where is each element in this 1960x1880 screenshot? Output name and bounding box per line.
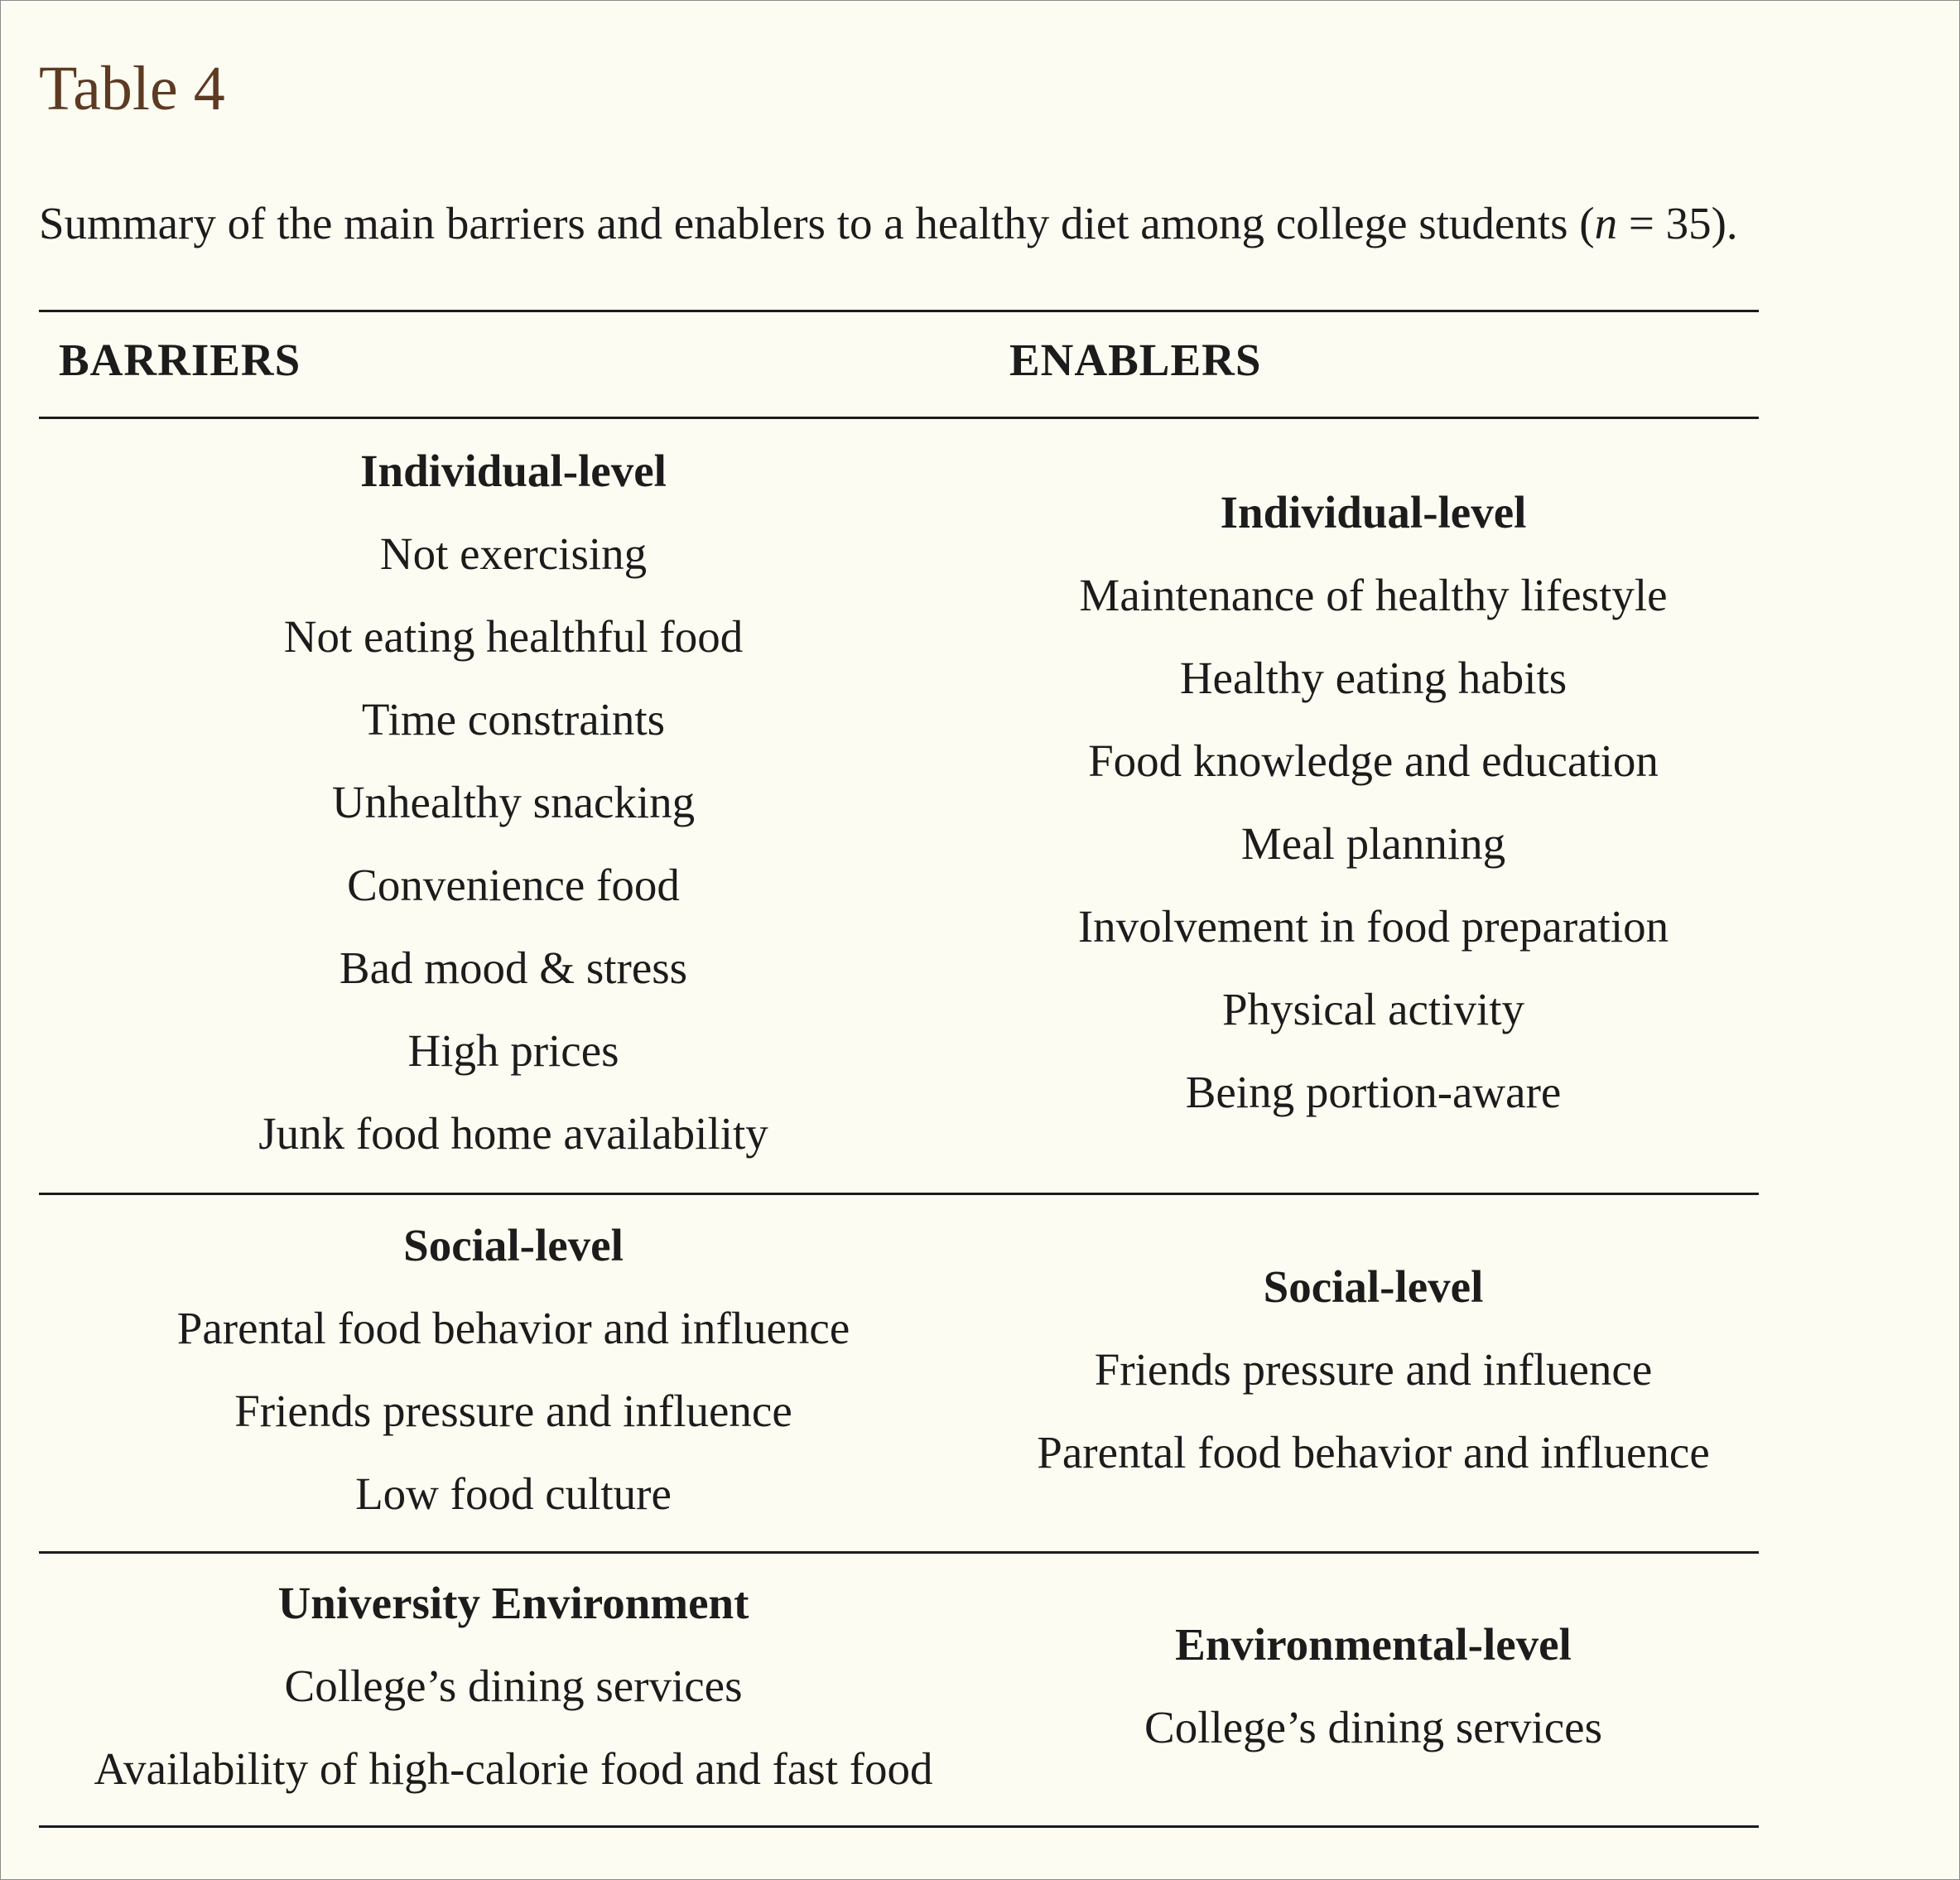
list-item: High prices (407, 1025, 619, 1076)
table-caption (39, 195, 1738, 253)
table-top-rule (39, 310, 1759, 312)
table-bottom-rule (39, 1825, 1759, 1828)
list-item: Unhealthy snacking (331, 777, 696, 827)
barriers-column-header: BARRIERS (59, 335, 301, 385)
list-item: Being portion-aware (1185, 1067, 1562, 1117)
barriers-environment-heading: University Environment (277, 1578, 749, 1628)
list-item: Meal planning (1240, 818, 1506, 869)
enablers-social-cell (988, 1204, 1759, 1535)
list-item: Physical activity (1221, 984, 1525, 1034)
list-item: Time constraints (361, 694, 666, 745)
list-item: Maintenance of healthy lifestyle (1079, 570, 1668, 620)
enablers-individual-heading: Individual-level (1220, 487, 1527, 537)
list-item: Not exercising (379, 528, 648, 579)
list-item: Healthy eating habits (1179, 653, 1568, 703)
list-item: Food knowledge and education (1088, 735, 1659, 786)
list-item: Low food culture (355, 1468, 672, 1519)
caption-prefix: Summary of the main barriers and enablers to a healthy diet among college students ( (39, 198, 1595, 248)
section-rule (39, 1551, 1759, 1554)
list-item: Convenience food (347, 860, 680, 910)
list-item: Parental food behavior and influence (176, 1303, 850, 1353)
barriers-environment-cell (39, 1562, 988, 1810)
barriers-social-cell (39, 1204, 988, 1535)
section-rule (39, 1193, 1759, 1195)
list-item: Junk food home availability (258, 1108, 768, 1159)
barriers-individual-heading: Individual-level (360, 446, 667, 496)
enablers-column-header: ENABLERS (1009, 335, 1262, 385)
list-item: Availability of high-calorie food and fast food (94, 1743, 933, 1794)
list-item: Friends pressure and influence (234, 1386, 792, 1436)
enablers-social-heading: Social-level (1263, 1261, 1484, 1312)
barriers-social-heading: Social-level (403, 1220, 624, 1270)
list-item: College’s dining services (284, 1661, 743, 1711)
list-item: Parental food behavior and influence (1037, 1427, 1710, 1477)
caption-suffix: = 35). (1617, 198, 1738, 248)
list-item: Involvement in food preparation (1077, 901, 1669, 952)
list-item: Not eating healthful food (283, 611, 744, 662)
barriers-individual-cell (39, 430, 988, 1175)
table-title: Table 4 (39, 54, 225, 123)
list-item: Friends pressure and influence (1094, 1344, 1653, 1395)
list-item: College’s dining services (1144, 1702, 1602, 1752)
enablers-environment-cell (988, 1562, 1759, 1810)
list-item: Bad mood & stress (339, 942, 688, 993)
enablers-individual-cell (988, 430, 1759, 1175)
header-rule (39, 417, 1759, 419)
caption-n-symbol: n (1594, 198, 1618, 248)
enablers-environment-heading: Environmental-level (1175, 1619, 1572, 1670)
